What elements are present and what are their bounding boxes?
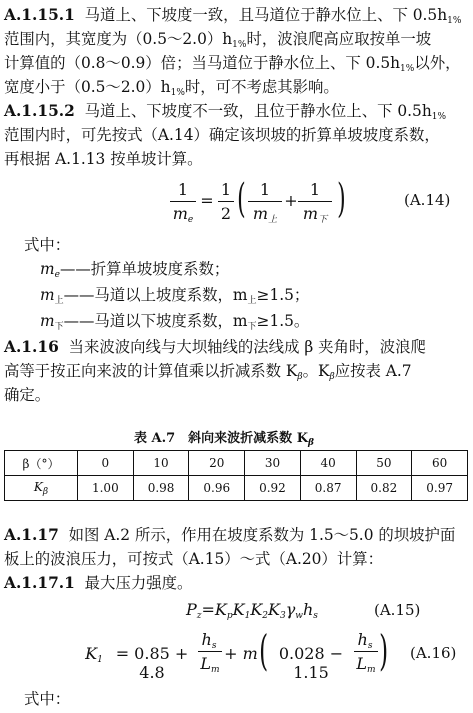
eq-numerator: 1 — [309, 180, 321, 199]
table-cell: 0.82 — [356, 476, 412, 501]
clause-text: 以外， — [414, 54, 461, 72]
subscript: 1% — [400, 64, 415, 74]
clause-text: 宽度小于（0.5～2.0）h — [4, 78, 171, 96]
fraction-bar — [198, 651, 222, 652]
table-caption: 表 A.7 斜向来波折减系数 $K_\beta$ — [134, 431, 314, 448]
clause-text: 最大压力强度。 — [84, 574, 193, 592]
subscript: 1% — [170, 88, 185, 98]
clause-text: 当来波波向线与大坝轴线的法线成 β 夹角时，波浪爬 — [68, 338, 426, 356]
table-cell: 0 — [78, 451, 134, 476]
eq-term: = 0.85 + 4.8 — [115, 644, 189, 682]
fraction-bar — [218, 201, 234, 202]
eq-lhs: $K_1$ — [85, 644, 103, 665]
paren-right: ) — [379, 626, 389, 675]
table-cell: 0.98 — [133, 476, 189, 501]
clause-line — [4, 54, 461, 78]
where-label: 式中： — [24, 236, 71, 254]
clause-line: 板上的波浪压力，可按式（A.15）～式（A.20）计算： — [4, 550, 383, 568]
eq-plus: + — [284, 191, 298, 210]
paren-right: ) — [337, 176, 346, 222]
eq-numerator: 1 — [259, 180, 271, 199]
eq-numerator: $h_s$ — [357, 630, 373, 651]
table-cell: 0.92 — [245, 476, 301, 501]
subscript: 1% — [232, 40, 247, 50]
table-cell: 0.87 — [300, 476, 356, 501]
eq-numerator: 1 — [220, 180, 232, 199]
clause-a116 — [4, 338, 426, 356]
clause-text: 时，可不考虑其影响。 — [184, 78, 339, 96]
equation-number: (A.14) — [404, 191, 451, 209]
eq-denominator: $m_e$ — [172, 204, 194, 225]
clause-a117 — [4, 526, 455, 544]
clause-text: 范围内，其宽度为（0.5～2.0）h — [4, 30, 233, 48]
clause-a1152 — [4, 102, 446, 126]
paren-left: ( — [237, 176, 246, 222]
clause-text: 马道上、下坡度不一致，且位于静水位上、下 0.5h — [84, 102, 432, 120]
table-cell: 60 — [412, 451, 468, 476]
clause-line — [4, 30, 431, 54]
table-cell: 1.00 — [78, 476, 134, 501]
fraction-bar — [248, 201, 282, 202]
clause-a1151 — [4, 6, 461, 30]
clause-number: A.1.15.1 — [4, 6, 75, 24]
table-cell: 0.97 — [412, 476, 468, 501]
equation-a15: $P_z=K_pK_1K_2K_3\gamma_wh_s$ — [186, 600, 318, 621]
clause-text: 应按表 A.7 — [334, 362, 412, 380]
definition-m-down: $m_下——$马道以下坡度系数，$m_下\ge 1.5$。 — [40, 312, 310, 332]
subscript: 1% — [431, 112, 447, 122]
clause-line — [4, 150, 203, 168]
definition-m-up: $m_上——$马道以上坡度系数，$m_上\ge 1.5$； — [40, 286, 310, 306]
reduction-table — [4, 450, 468, 501]
table-cell: 40 — [300, 451, 356, 476]
clause-a11171 — [4, 574, 192, 592]
clause-text: 。K — [302, 362, 330, 380]
table-cell: 30 — [245, 451, 301, 476]
eq-denominator: $L_m$ — [200, 654, 220, 675]
clause-text: 如图 A.2 所示，作用在坡度系数为 1.5～5.0 的坝坡护面 — [68, 526, 456, 544]
clause-text: 再根据 A.1.13 按单坡计算。 — [4, 150, 203, 168]
eq-equals: = — [200, 191, 214, 210]
fraction-bar — [298, 201, 332, 202]
clause-line — [4, 126, 440, 144]
table-cell: 20 — [189, 451, 245, 476]
eq-term: + m — [224, 644, 258, 663]
subscript: β — [329, 372, 335, 382]
clause-text: 高等于按正向来波的计算值乘以折减系数 K — [4, 362, 298, 380]
eq-term: 0.028 − 1.15 — [278, 644, 344, 682]
clause-number: A.1.17 — [4, 526, 59, 544]
clause-text: 马道上、下坡度一致，且马道位于静水位上、下 0.5h — [84, 6, 448, 24]
subscript: 1% — [447, 16, 462, 26]
clause-text: 范围内时，可先按式（A.14）确定该坝坡的折算单坡坡度系数， — [4, 126, 440, 144]
table-cell: 50 — [356, 451, 412, 476]
eq-numerator: 1 — [177, 180, 189, 199]
clause-line — [4, 78, 339, 102]
subscript: β — [297, 372, 303, 382]
clause-text: 计算值的（0.8～0.9）倍；当马道位于静水位上、下 0.5h — [4, 54, 401, 72]
definition-me: $m_e——$折算单坡坡度系数； — [40, 260, 230, 280]
table-header-cell: β（°） — [5, 451, 78, 476]
table-row — [5, 451, 468, 476]
table-cell: 10 — [133, 451, 189, 476]
clause-number: A.1.17.1 — [4, 574, 75, 592]
clause-line: 确定。 — [4, 386, 51, 404]
equation-number: (A.15) — [374, 601, 421, 619]
eq-denominator: $m_下$ — [302, 204, 328, 225]
fraction-bar — [354, 651, 378, 652]
eq-denominator: $m_上$ — [252, 204, 278, 225]
eq-denominator: $L_m$ — [356, 654, 376, 675]
clause-number: A.1.15.2 — [4, 102, 75, 120]
clause-text: 时，波浪爬高应取按单一坡 — [246, 30, 432, 48]
paren-left: ( — [259, 626, 269, 675]
eq-denominator: 2 — [220, 204, 232, 223]
clause-number: A.1.16 — [4, 338, 59, 356]
eq-numerator: $h_s$ — [201, 630, 217, 651]
clause-line — [4, 362, 412, 386]
fraction-bar — [170, 201, 196, 202]
equation-number: (A.16) — [410, 644, 457, 662]
table-cell: 0.96 — [189, 476, 245, 501]
table-row — [5, 476, 468, 501]
where-label: 式中： — [24, 690, 71, 708]
table-header-cell: $K_\beta$ — [5, 476, 78, 501]
